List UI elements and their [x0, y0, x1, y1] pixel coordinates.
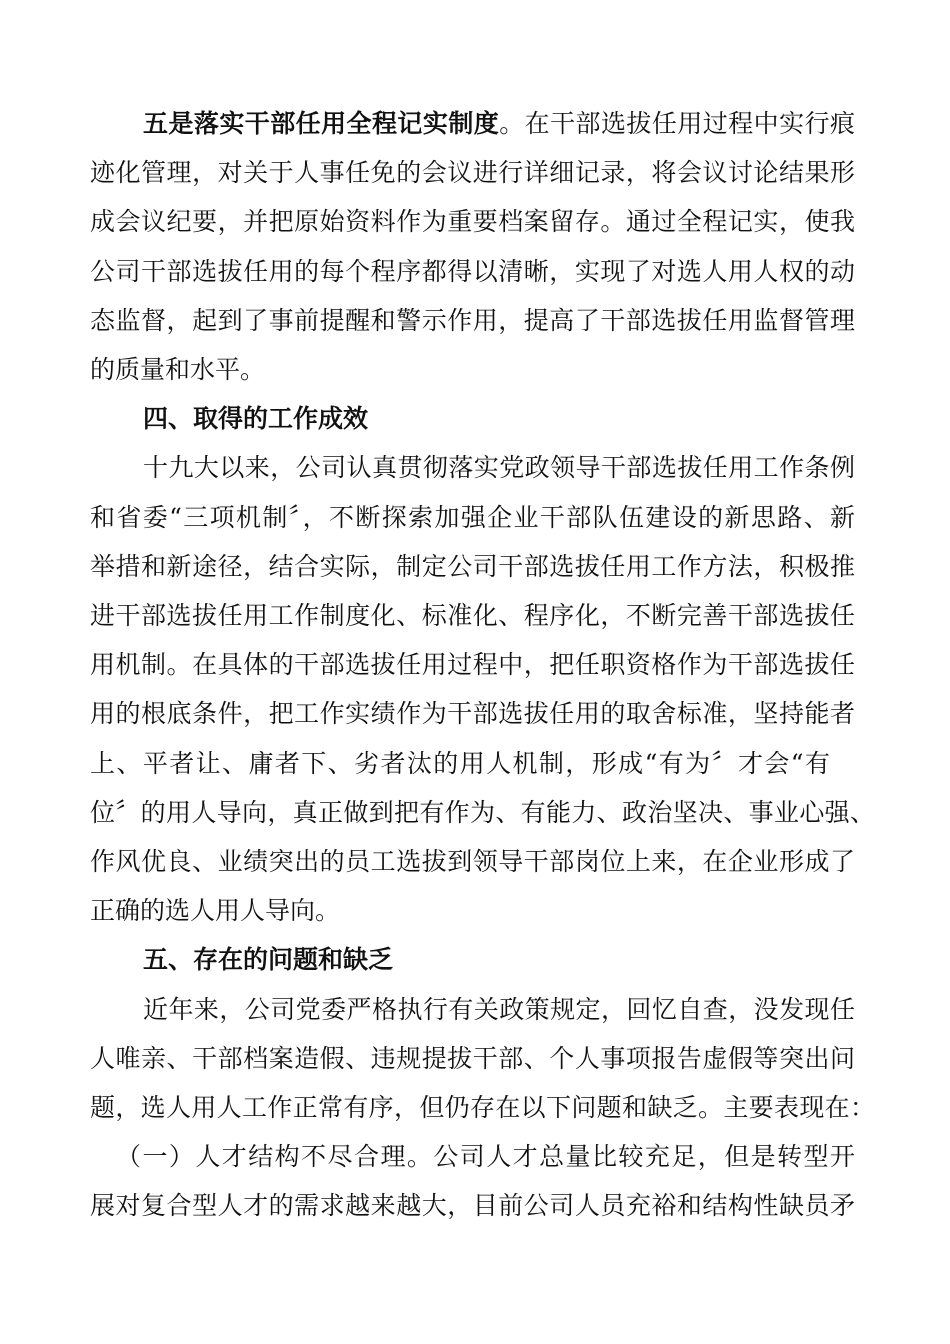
text-line: 题，选人用人工作正常有序，但仍存在以下问题和缺乏。主要表现在： — [90, 1093, 875, 1122]
text-line: 十九大以来，公司认真贯彻落实党政领导干部选拔任用工作条例 — [143, 453, 855, 483]
text-line: 进干部选拔任用工作制度化、标准化、程序化，不断完善干部选拔任 — [90, 601, 855, 630]
bold-lead-text: 五是落实干部任用全程记实制度 — [143, 109, 500, 138]
text-line: 公司干部选拔任用的每个程序都得以清晰，实现了对选人用人权的动 — [90, 256, 855, 286]
text-line: （一）人才结构不尽合理。公司人才总量比较充足，但是转型开 — [116, 1142, 855, 1172]
text-line: 用机制。在具体的干部选拔任用过程中，把任职资格作为干部选拔任 — [90, 650, 855, 680]
text-line: 用的根底条件，把工作实绩作为干部选拔任用的取舍标准，坚持能者 — [90, 699, 855, 729]
text-line: 成会议纪要，并把原始资料作为重要档案留存。通过全程记实，使我 — [90, 207, 855, 237]
text-line: 和省委“三项机制〞，不断探索加强企业干部队伍建设的新思路、新 — [90, 502, 855, 532]
text-line: 上、平者让、庸者下、劣者汰的用人机制，形成“有为〞才会“有 — [90, 748, 830, 778]
text-line: 正确的选人用人导向。 — [90, 896, 341, 926]
text-line: 的质量和水平。 — [90, 355, 266, 384]
text-line: 展对复合型人才的需求越来越大，目前公司人员充裕和结构性缺员矛 — [90, 1191, 855, 1221]
section-heading-achievements: 四、取得的工作成效 — [143, 404, 369, 434]
lead-line-rest: 。在干部选拔任用过程中实行痕 — [499, 109, 855, 138]
text-line: 举措和新途径，结合实际，制定公司干部选拔任用工作方法，积极推 — [90, 551, 855, 581]
paragraph-lead-line — [143, 99, 855, 148]
section-heading-problems: 五、存在的问题和缺乏 — [143, 945, 394, 975]
text-line: 人唯亲、干部档案造假、违规提拔干部、个人事项报告虚假等突出问 — [90, 1043, 855, 1073]
text-line: 位〞的用人导向，真正做到把有作为、有能力、政治坚决、事业心强、 — [90, 797, 875, 827]
text-line: 态监督，起到了事前提醒和警示作用，提高了干部选拔任用监督管理 — [90, 305, 855, 335]
text-line: 作风优良、业绩突出的员工选拔到领导干部岗位上来，在企业形成了 — [90, 847, 855, 876]
text-line: 近年来，公司党委严格执行有关政策规定，回忆自查，没发现任 — [143, 994, 855, 1024]
text-line: 迹化管理，对关于人事任免的会议进行详细记录，将会议讨论结果形 — [90, 158, 855, 188]
